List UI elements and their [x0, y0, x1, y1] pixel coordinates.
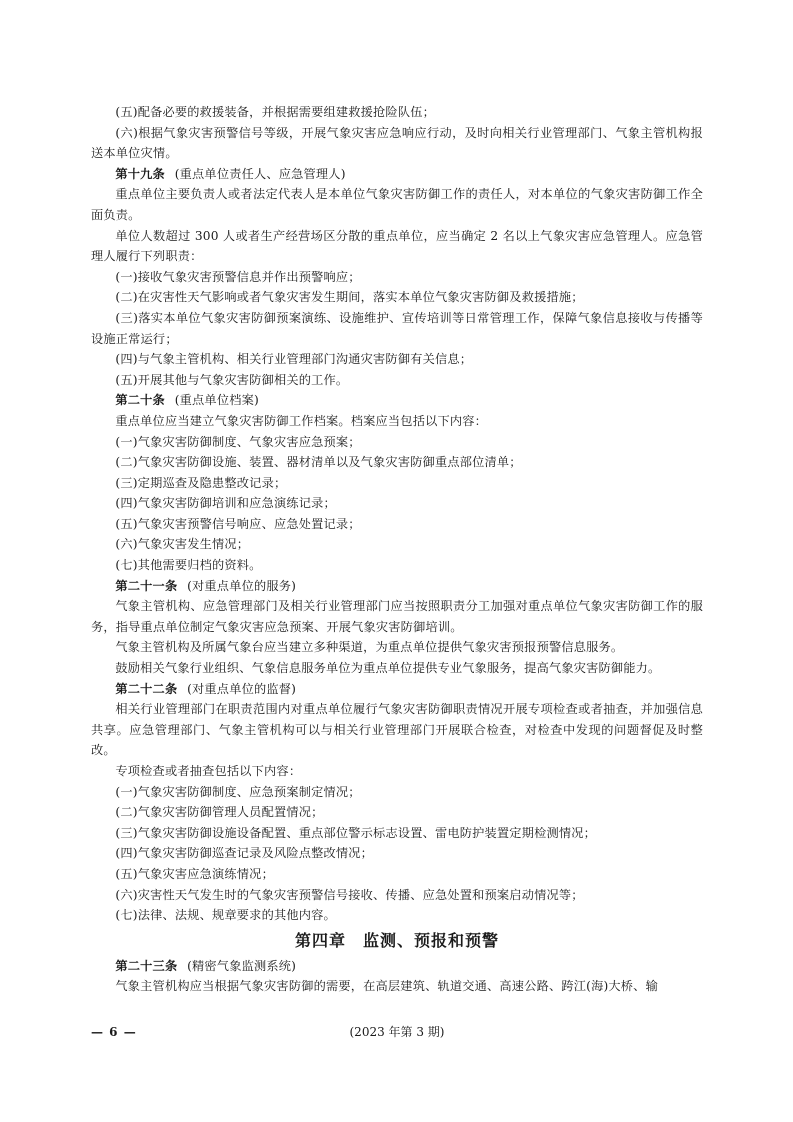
paragraph: 重点单位应当建立气象灾害防御工作档案。档案应当包括以下内容：: [115, 413, 488, 428]
paragraph: (六)根据气象灾害预警信号等级，开展气象灾害应急响应行动，及时向相关行业管理部门、气象主管机构报送本单位灾情。: [91, 125, 703, 161]
paragraph: 气象主管机构、应急管理部门及相关行业管理部门应当按照职责分工加强对重点单位气象灾害防御工作的服务，指导重点单位制定气象灾害应急预案、开展气象灾害防御培训。: [91, 599, 703, 634]
article-number: 第二十一条: [115, 578, 178, 593]
paragraph: (四)气象灾害防御巡查记录及风险点整改情况；: [115, 846, 374, 861]
article-number: 第二十条: [115, 393, 165, 408]
paragraph: (四)与气象主管机构、相关行业管理部门沟通灾害防御有关信息；: [115, 352, 473, 367]
article-subtitle: (精密气象监测系统): [187, 958, 297, 973]
paragraph: 相关行业管理部门在职责范围内对重点单位履行气象灾害防御职责情况开展专项检查或者抽查，并加强信息共享。应急管理部门、气象主管机构可以与相关行业管理部门开展联合检查，对检查中发现的问题督促及时整改。: [91, 702, 703, 758]
issue-label: (2023 年第 3 期): [349, 1025, 445, 1039]
paragraph: (六)灾害性天气发生时的气象灾害预警信号接收、传播、应急处置和预案启动情况等；: [115, 887, 584, 902]
paragraph: (二)气象灾害防御设施、装置、器材清单以及气象灾害防御重点部位清单；: [115, 455, 522, 470]
paragraph: 气象主管机构及所属气象台应当建立多种渠道，为重点单位提供气象灾害预报预警信息服务。: [115, 640, 624, 655]
article-heading: [91, 164, 703, 185]
page-number: — 6 —: [91, 1025, 137, 1039]
document-body: [91, 102, 703, 997]
paragraph: (七)其他需要归档的资料。: [115, 558, 262, 573]
paragraph: (五)开展其他与气象灾害防御相关的工作。: [115, 372, 349, 387]
article-heading: [91, 576, 703, 597]
paragraph: (一)接收气象灾害预警信息并作出预警响应；: [115, 269, 361, 284]
article-heading: [91, 956, 703, 977]
paragraph: (五)气象灾害预警信号响应、应急处置记录；: [115, 516, 361, 531]
paragraph: 气象主管机构应当根据气象灾害防御的需要，在高层建筑、轨道交通、高速公路、跨江(海)大桥、输: [115, 979, 658, 994]
article-number: 第二十二条: [115, 681, 178, 696]
paragraph: (三)落实本单位气象灾害防御预案演练、设施维护、宣传培训等日常管理工作，保障气象信息接收与传播等设施正常运行；: [91, 310, 703, 346]
chapter-title: 第四章 监测、预报和预警: [294, 930, 499, 950]
article-heading: [91, 390, 703, 411]
paragraph: 单位人数超过 300 人或者生产经营场区分散的重点单位，应当确定 2 名以上气象灾害应急管理人。应急管理人履行下列职责：: [91, 228, 703, 264]
paragraph: 专项检查或者抽查包括以下内容：: [115, 764, 302, 778]
paragraph: (五)配备必要的救援装备，并根据需要组建救援抢险队伍；: [115, 105, 435, 119]
paragraph: (四)气象灾害防御培训和应急演练记录；: [115, 496, 336, 511]
paragraph: (三)气象灾害防御设施设备配置、重点部位警示标志设置、雷电防护装置定期检测情况；: [115, 825, 597, 840]
paragraph: (七)法律、法规、规章要求的其他内容。: [115, 908, 336, 923]
paragraph: 重点单位主要负责人或者法定代表人是本单位气象灾害防御工作的责任人，对本单位的气象灾害防御工作全面负责。: [91, 187, 703, 222]
paragraph: (五)气象灾害应急演练情况；: [115, 866, 274, 881]
article-subtitle: (对重点单位的服务): [187, 578, 297, 593]
paragraph: (一)气象灾害防御制度、气象灾害应急预案；: [115, 434, 361, 449]
article-subtitle: (对重点单位的监督): [187, 681, 297, 696]
paragraph: (二)在灾害性天气影响或者气象灾害发生期间，落实本单位气象灾害防御及救援措施；: [115, 290, 584, 305]
article-subtitle: (重点单位责任人、应急管理人): [174, 166, 346, 181]
article-subtitle: (重点单位档案): [174, 393, 259, 408]
paragraph: (六)气象灾害发生情况；: [115, 537, 250, 552]
paragraph: (一)气象灾害防御制度、应急预案制定情况；: [115, 784, 361, 799]
article-heading: [91, 679, 703, 700]
article-number: 第二十三条: [115, 958, 178, 973]
paragraph: (二)气象灾害防御管理人员配置情况；: [115, 805, 324, 820]
article-number: 第十九条: [115, 166, 165, 181]
paragraph: 鼓励相关气象行业组织、气象信息服务单位为重点单位提供专业气象服务，提高气象灾害防御能力。: [115, 661, 661, 676]
paragraph: (三)定期巡查及隐患整改记录；: [115, 475, 287, 490]
